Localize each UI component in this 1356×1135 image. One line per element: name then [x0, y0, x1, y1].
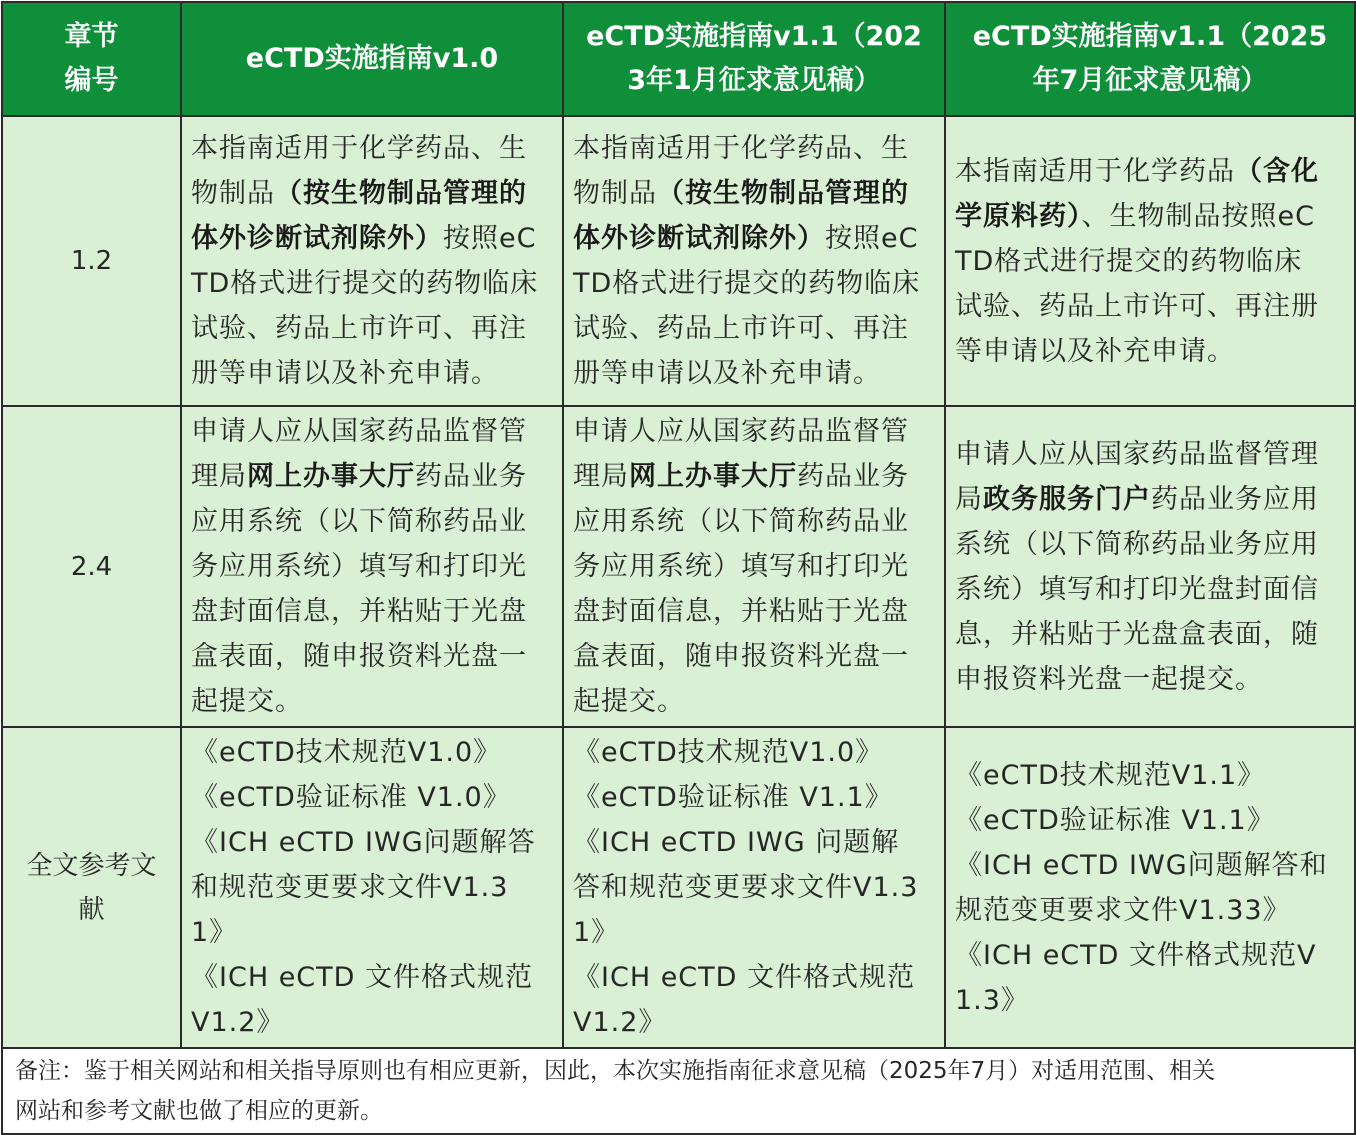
- v1-0-cell: 申请人应从国家药品监督管 理局网上办事大厅药品业务 应用系统（以下简称药品业 务应用系统）填写和打印光 盘封面信息，并粘贴于光盘 盒表面，随申报资料光盘一 起提交。: [181, 406, 563, 727]
- v1-1-2025-cell: 《eCTD技术规范V1.1》 《eCTD验证标准 V1.1》 《ICH eCTD IWG问题解答和 规范变更要求文件V1.33》 《ICH eCTD 文件格式规范V 1.3》: [945, 727, 1355, 1048]
- emphasis-text: 体外诊断试剂除外）: [573, 223, 825, 254]
- section-number-cell: 1.2: [2, 116, 181, 406]
- header-section-number: 章节 编号: [2, 2, 181, 116]
- v1-1-2023-cell: 本指南适用于化学药品、生 物制品（按生物制品管理的 体外诊断试剂除外）按照eC TD格式进行提交的药物临床 试验、药品上市许可、再注 册等申请以及补充申请。: [563, 116, 945, 406]
- section-number-cell: 2.4: [2, 406, 181, 727]
- v1-1-2025-cell: 申请人应从国家药品监督管理 局政务服务门户药品业务应用 系统（以下简称药品业务应用 系统）填写和打印光盘封面信 息，并粘贴于光盘盒表面，随 申报资料光盘一起提交。: [945, 406, 1355, 727]
- table-header-row: [2, 2, 1355, 116]
- table-row-2-4: [2, 406, 1355, 727]
- emphasis-text: 体外诊断试剂除外）: [191, 223, 443, 254]
- emphasis-text: （按生物制品管理的: [275, 178, 527, 209]
- table-note-row: [2, 1048, 1355, 1134]
- comparison-table: [1, 1, 1356, 1135]
- section-number-cell: 全文参考文 献: [2, 727, 181, 1048]
- header-v1-0: eCTD实施指南v1.0: [181, 2, 563, 116]
- v1-0-cell: 本指南适用于化学药品、生 物制品（按生物制品管理的 体外诊断试剂除外）按照eC TD格式进行提交的药物临床 试验、药品上市许可、再注 册等申请以及补充申请。: [181, 116, 563, 406]
- emphasis-text: 网上办事大厅: [247, 461, 415, 492]
- v1-1-2023-cell: 《eCTD技术规范V1.0》 《eCTD验证标准 V1.1》 《ICH eCTD IWG 问题解 答和规范变更要求文件V1.3 1》 《ICH eCTD 文件格式规范 V1.2》: [563, 727, 945, 1048]
- table-row-references: [2, 727, 1355, 1048]
- v1-0-cell: 《eCTD技术规范V1.0》 《eCTD验证标准 V1.0》 《ICH eCTD IWG问题解答 和规范变更要求文件V1.3 1》 《ICH eCTD 文件格式规范 V1.2》: [181, 727, 563, 1048]
- emphasis-text: 政务服务门户: [983, 483, 1151, 515]
- emphasis-text: 学原料药）: [955, 200, 1082, 232]
- v1-1-2025-cell: 本指南适用于化学药品（含化 学原料药）、生物制品按照eC TD格式进行提交的药物临床 试验、药品上市许可、再注册 等申请以及补充申请。: [945, 116, 1355, 406]
- emphasis-text: 网上办事大厅: [629, 461, 797, 492]
- header-v1-1-2025: eCTD实施指南v1.1（2025 年7月征求意见稿）: [945, 2, 1355, 116]
- table-row-1-2: [2, 116, 1355, 406]
- footnote: 备注：鉴于相关网站和相关指导原则也有相应更新，因此，本次实施指南征求意见稿（2025年7月）对适用范围、相关 网站和参考文献也做了相应的更新。: [2, 1048, 1355, 1134]
- emphasis-text: （按生物制品管理的: [657, 178, 909, 209]
- v1-1-2023-cell: 申请人应从国家药品监督管 理局网上办事大厅药品业务 应用系统（以下简称药品业 务应用系统）填写和打印光 盘封面信息，并粘贴于光盘 盒表面，随申报资料光盘一 起提交。: [563, 406, 945, 727]
- emphasis-text: （含化: [1235, 155, 1319, 187]
- header-v1-1-2023: eCTD实施指南v1.1（202 3年1月征求意见稿）: [563, 2, 945, 116]
